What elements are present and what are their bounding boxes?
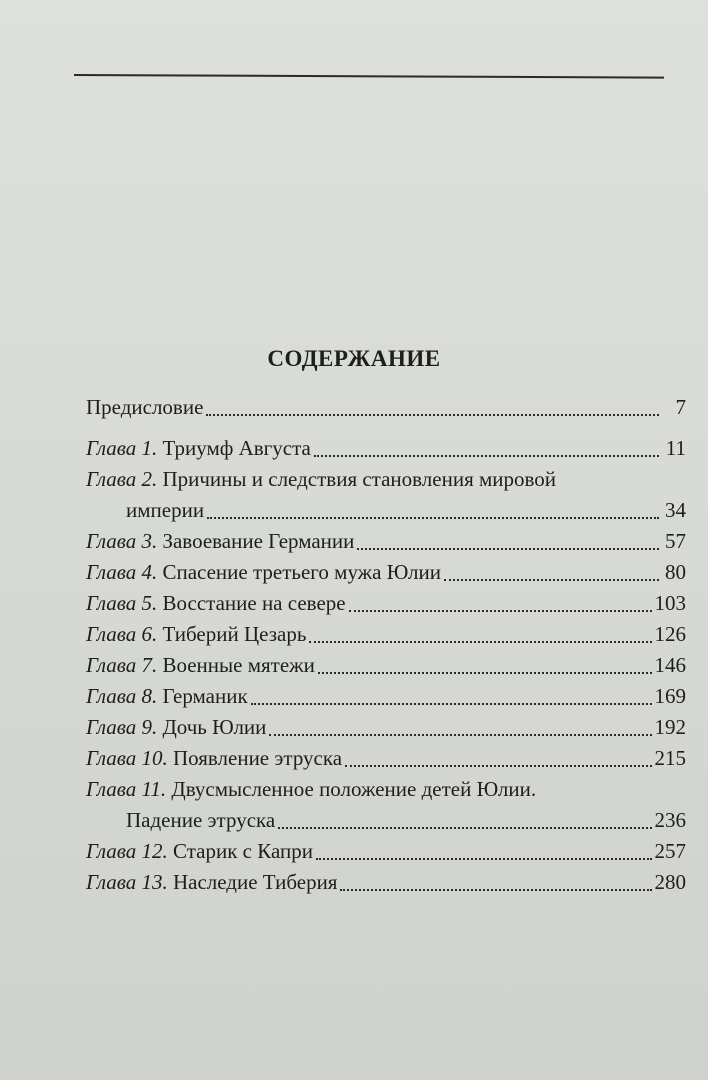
table-of-contents xyxy=(86,392,686,898)
toc-entry-chapter-8 xyxy=(86,681,686,712)
toc-entry-title: Появление этруска xyxy=(172,746,343,770)
toc-entry-chapter-1 xyxy=(86,433,686,464)
toc-entry-title: Восстание на севере xyxy=(162,591,346,615)
leader-dots xyxy=(345,765,651,767)
leader-dots xyxy=(444,579,659,581)
leader-dots xyxy=(207,517,659,519)
toc-entry-title: Германик xyxy=(162,684,248,708)
toc-page-number: 57 xyxy=(665,529,686,553)
toc-entry-chapter-11 xyxy=(86,774,686,836)
toc-entry-title: Тиберий Цезарь xyxy=(162,622,307,646)
chapter-label: Глава 10. xyxy=(86,746,168,770)
toc-entry-title: Старик с Капри xyxy=(172,839,313,863)
leader-dots xyxy=(349,610,652,612)
toc-entry-chapter-2 xyxy=(86,464,686,526)
toc-entry-chapter-10 xyxy=(86,743,686,774)
leader-dots xyxy=(269,734,651,736)
toc-page-number: 215 xyxy=(654,746,686,770)
toc-entry-title: Предисловие xyxy=(86,395,204,419)
chapter-label: Глава 7. xyxy=(86,653,158,677)
toc-page-number: 7 xyxy=(675,395,686,419)
toc-entry-chapter-6 xyxy=(86,619,686,650)
toc-entry-title-cont: Падение этруска xyxy=(126,808,276,832)
chapter-label: Глава 13. xyxy=(86,870,168,894)
leader-dots xyxy=(314,455,659,457)
toc-entry-chapter-7 xyxy=(86,650,686,681)
toc-entry-title: Дочь Юлии xyxy=(162,715,267,739)
toc-entry-title-cont: империи xyxy=(126,498,205,522)
toc-entry-chapter-12 xyxy=(86,836,686,867)
chapter-label: Глава 12. xyxy=(86,839,168,863)
leader-dots xyxy=(316,858,652,860)
chapter-label: Глава 11. xyxy=(86,777,167,801)
leader-dots xyxy=(251,703,652,705)
toc-entry-title: Триумф Августа xyxy=(162,436,311,460)
leader-dots xyxy=(278,827,651,829)
toc-page-number: 257 xyxy=(654,839,686,863)
toc-entry-title: Завоевание Германии xyxy=(162,529,355,553)
toc-page-number: 236 xyxy=(654,808,686,832)
leader-dots xyxy=(318,672,652,674)
leader-dots xyxy=(309,641,651,643)
chapter-label: Глава 4. xyxy=(86,560,158,584)
toc-page-number: 80 xyxy=(665,560,686,584)
toc-page-number: 103 xyxy=(654,591,686,615)
toc-entry-chapter-9 xyxy=(86,712,686,743)
leader-dots xyxy=(340,889,651,891)
toc-entry-title: Наследие Тиберия xyxy=(172,870,338,894)
chapter-label: Глава 2. xyxy=(86,467,158,491)
leader-dots xyxy=(357,548,659,550)
toc-page-number: 280 xyxy=(654,870,686,894)
toc-entry-chapter-3 xyxy=(86,526,686,557)
toc-page-number: 126 xyxy=(654,622,686,646)
page-title: СОДЕРЖАНИЕ xyxy=(267,346,441,371)
toc-entry-title: Военные мятежи xyxy=(162,653,315,677)
chapter-label: Глава 9. xyxy=(86,715,158,739)
toc-page-number: 11 xyxy=(665,436,686,460)
chapter-label: Глава 1. xyxy=(86,436,158,460)
chapter-label: Глава 3. xyxy=(86,529,158,553)
header-rule xyxy=(74,74,664,79)
leader-dots xyxy=(206,414,659,416)
chapter-label: Глава 8. xyxy=(86,684,158,708)
toc-entry-chapter-13 xyxy=(86,867,686,898)
chapter-label: Глава 5. xyxy=(86,591,158,615)
toc-entry-chapter-5 xyxy=(86,588,686,619)
toc-entry-title: Причины и следствия становления мировой xyxy=(162,467,557,491)
toc-page-number: 34 xyxy=(665,498,686,522)
toc-entry-chapter-4 xyxy=(86,557,686,588)
toc-entry-title: Спасение третьего мужа Юлии xyxy=(162,560,442,584)
toc-entry-title: Двусмысленное положение детей Юлии. xyxy=(171,777,537,801)
toc-page-number: 169 xyxy=(654,684,686,708)
toc-entry-preface xyxy=(86,392,686,423)
toc-page-number: 192 xyxy=(654,715,686,739)
chapter-label: Глава 6. xyxy=(86,622,158,646)
toc-page-number: 146 xyxy=(654,653,686,677)
